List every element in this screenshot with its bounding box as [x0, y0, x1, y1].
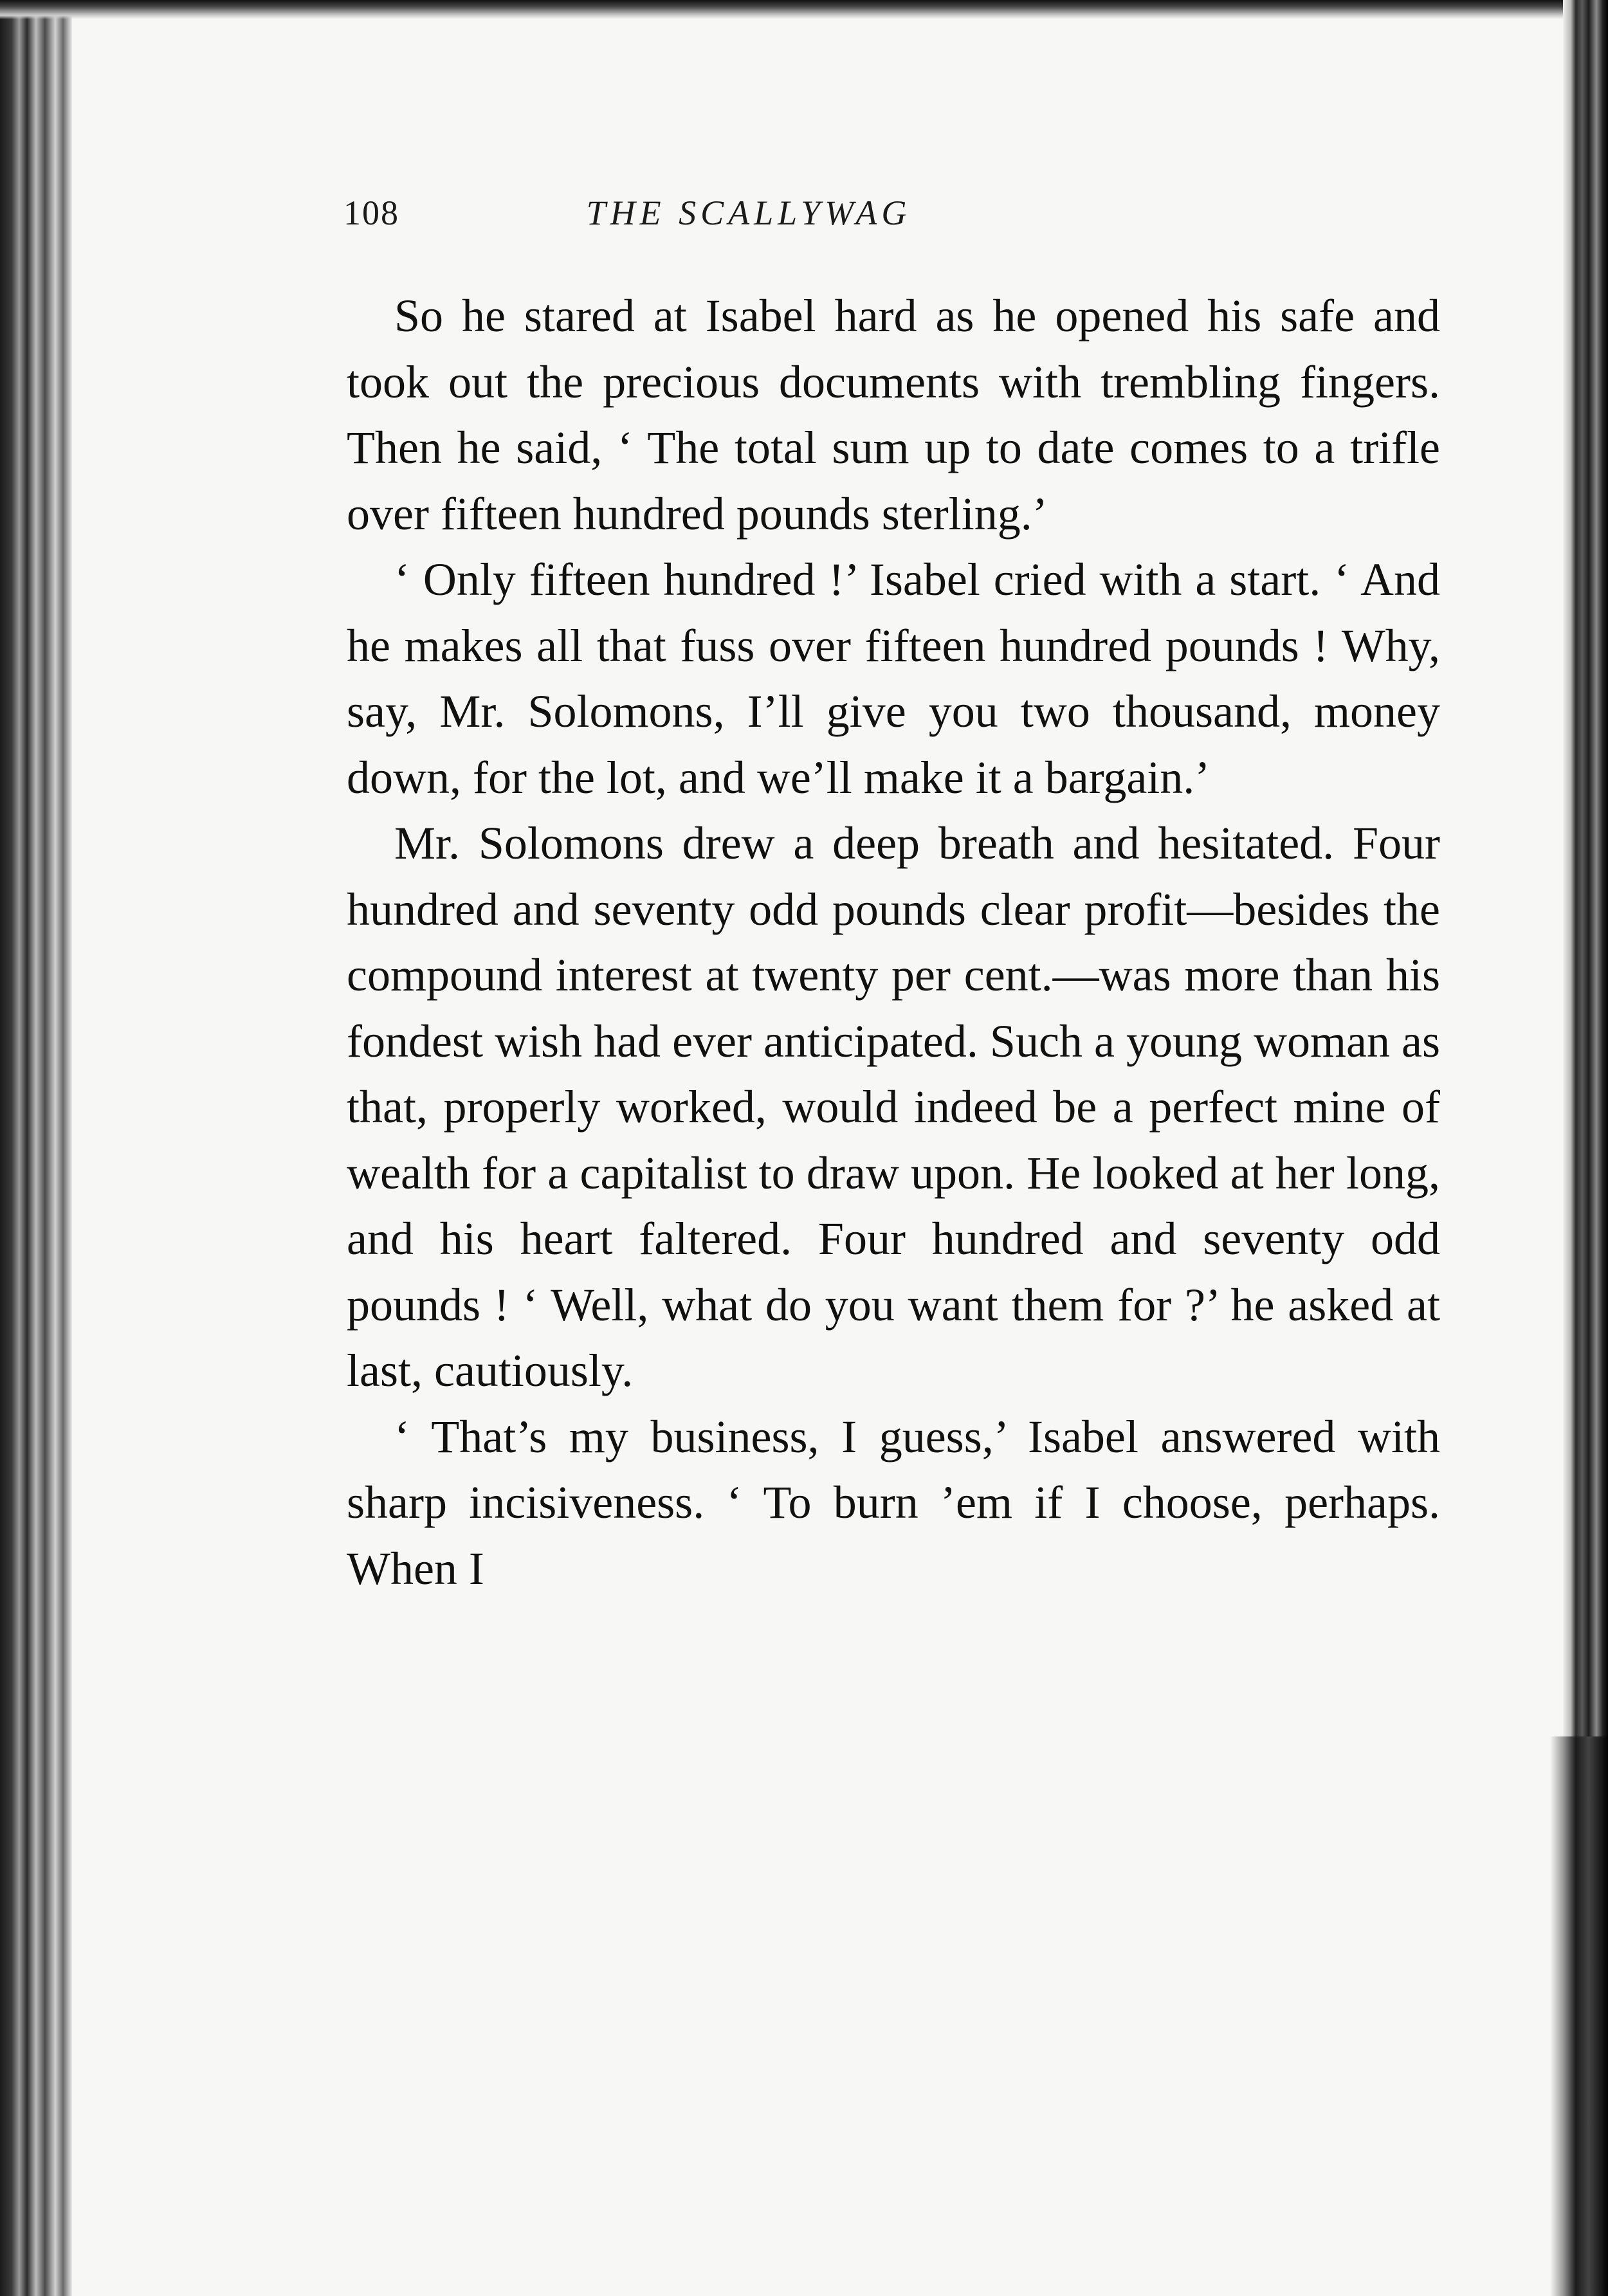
paragraph-3: Mr. Solomons drew a deep breath and hesitated. Four hundred and seventy odd pounds clear profit—besides the compound interest at twenty per cent.—was more than his fondest wish had ever anticipated. Such a young woman as that, properly worked, would indeed be a perfect mine of wealth for a capitalist to draw upon. He looked at her long, and his heart faltered. Four hundred and seventy odd pounds ! ‘ Well, what do you want them for ?’ he asked at last, cautiously.	[347, 817, 1440, 1396]
top-page-edge	[0, 0, 1608, 19]
body-text	[347, 283, 1440, 1601]
paragraph-2: ‘ Only fifteen hundred !’ Isabel cried with a start. ‘ And he makes all that fuss over fifteen hundred pounds ! Why, say, Mr. Solomons, I’ll give you two thousand, money down, for the lot, and we’ll make it a bargain.’	[347, 554, 1440, 803]
paragraph-1: So he stared at Isabel hard as he opened his safe and took out the precious documents with trembling fingers. Then he said, ‘ The total sum up to date comes to a trifle over fifteen hundred pounds sterling.’	[347, 290, 1440, 540]
paragraph-4: ‘ That’s my business, I guess,’ Isabel answered with sharp incisiveness. ‘ To burn ’em if I choose, perhaps. When I	[347, 1410, 1440, 1594]
page-header	[343, 193, 1102, 251]
page-number: 108	[343, 194, 399, 232]
book-page	[72, 19, 1563, 2296]
book-binding-edge	[0, 0, 72, 2296]
running-head: THE SCALLYWAG	[586, 194, 911, 232]
